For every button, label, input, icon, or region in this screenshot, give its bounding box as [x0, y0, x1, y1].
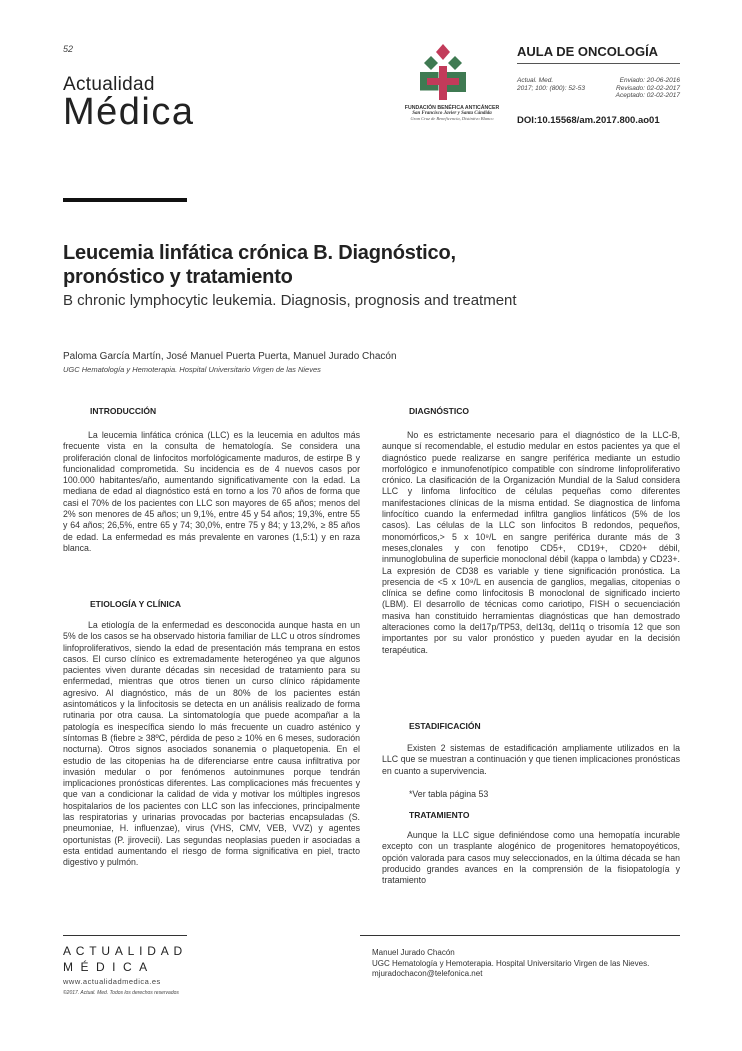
- date-accepted: Aceptado: 02-02-2017: [615, 92, 680, 99]
- article-title: Leucemia linfática crónica B. Diagnóstico, pronóstico y tratamiento: [63, 242, 456, 288]
- treatment-paragraph: Aunque la LLC sigue definiéndose como una hemopatía incurable excepto con un trasplante alogénico de progenitores hematopoyéticos, opción valorada para casos muy seleccionados, en la última década se han producido grandes avances en la comprensión de la fisiopatología y tratamiento: [382, 830, 680, 886]
- contact-affiliation: UGC Hematología y Hemoterapia. Hospital Universitario Virgen de las Nieves.: [372, 958, 650, 968]
- contact-name: Manuel Jurado Chacón: [372, 948, 455, 957]
- etiology-heading: ETIOLOGÍA Y CLÍNICA: [90, 599, 181, 609]
- treatment-heading: TRATAMIENTO: [409, 810, 470, 820]
- journal-brand-bottom: Médica: [63, 91, 195, 133]
- date-revised: Revisado: 02-02-2017: [616, 84, 680, 92]
- foundation-subtitle: San Francisco Javier y Santa Cándida: [412, 111, 492, 116]
- staging-heading: ESTADIFICACIÓN: [409, 721, 481, 731]
- foundation-caption: [392, 105, 512, 121]
- footer-divider-right: [360, 935, 680, 936]
- footer-copyright: ©2017. Actual. Med. Todos los derechos reservados: [63, 990, 179, 996]
- journal-ref-line2: 2017; 100: (800): 52-53: [517, 85, 585, 92]
- article-title-english: B chronic lymphocytic leukemia. Diagnosis, prognosis and treatment: [63, 292, 517, 309]
- table-reference: *Ver tabla página 53: [409, 789, 489, 799]
- title-accent-bar: [63, 198, 187, 202]
- affiliation: UGC Hematología y Hemoterapia. Hospital Universitario Virgen de las Nieves: [63, 365, 321, 374]
- diagnosis-paragraph: No es estrictamente necesario para el diagnóstico de la LLC-B, aunque sí recomendable, el estudio medular en estos pacientes ya que el diagnóstico puede realizarse en sangre periférica mediante un estudio morfológico e inmunofenotípico compatible con síndrome linfoproliferativo crónico. La clasificación de la Organización Mundial de la Salud considera LLC y linfoma linfocítico de células pequeñas como diferentes manifestaciones clínicas de la misma entidad. Se diagnostica de linfoma linfocítico cuando la enfermedad infiltra ganglios linfáticos (5% de los casos). Las células de la LLC son linfocitos B redondos, pequeños, monomórficos,> 5 x 10⁹/L en sangre periférica durante más de 3 meses,clonales y con fenotipo CD5+, CD19+, CD20+ débil, inmunoglobulina de superficie monoclonal débil (kappa o lambda) y CD23+. La expresión de CD38 es variable y tiene significación pronóstica. La presencia de <5 x 10⁹/L en ausencia de ganglios, megalias, citopenias o clínica se define como linfocitosis B monoclonal de significado incierto (LBM). El desarrollo de técnicas como cariotipo, FISH o secuenciación masiva han constituido herramientas diagnósticas que han demostrado alteraciones como la del17p/TP53, del13q, del11q o trisomía 12 que son importantes por su valor pronóstico y pueden ayudar en la decisión terapéutica.: [382, 430, 680, 655]
- page-number: 52: [63, 44, 74, 54]
- foundation-name: FUNDACIÓN BENÉFICA ANTICÁNCER: [404, 105, 500, 111]
- article-dates: [596, 77, 680, 100]
- journal-brand-top: Actualidad: [63, 74, 155, 95]
- footer-brand-line2: MÉDICA: [63, 960, 155, 974]
- section-divider: [517, 63, 680, 64]
- date-sent: Enviado: 20-06-2016: [619, 77, 680, 84]
- doi: DOI:10.15568/am.2017.800.ao01: [517, 115, 660, 126]
- corresponding-author: [372, 948, 649, 980]
- authors: Paloma García Martín, José Manuel Puerta Puerta, Manuel Jurado Chacón: [63, 351, 397, 362]
- etiology-paragraph: La etiología de la enfermedad es desconocida aunque hasta en un 5% de los casos se ha observado historia familiar de LLC u otros síndromes linfoproliferativos, siendo la edad de presentación más temprana en estos casos. El curso clínico es extremadamente heterogéneo ya que algunos pacientes viven durante décadas sin necesidad de tratamiento para su enfermedad, mientras que otros tienen un curso clínico rápidamente agresivo. Al diagnóstico, más de un 80% de los pacientes están asintomáticos y la linfocitosis se detecta en un análisis realizado de forma rutinaria por otra causa. La sintomatología que puede acompañar a la patología es inespecífica siendo lo más frecuente un cuadro asténico y síntomas B (fiebre ≥ 38ºC, pérdida de peso ≥ 10% en 6 meses, sudoración nocturna). Otros signos asociados sonanemia o plaquetopenia. En el estudio de las citopenias ha de diferenciarse entre causa infiltrativa por invasión medular o por fenómenos autoinmunes porque tendrán implicaciones pronósticas diferentes. Las complicaciones más frecuentes y que van a condicionar la calidad de vida y motivar los múltiples ingresos hospitalarios de los pacientes con LLC son las infecciones, principalmente las respiratorias y urinarias provocadas por bacterias encapsuladas (S. pneumoniae, H. influenzae), virus (VHS, CMV, VEB, VVZ) y agentes oportunistas (P. jirovecii). Las segundas neoplasias pueden ir asociadas a esta entidad aumentando el riesgo de forma significativa en piel, tracto digestivo y pulmón.: [63, 620, 360, 868]
- footer-brand-line1: ACTUALIDAD: [63, 944, 188, 958]
- foundation-cross-logo-icon: [417, 42, 469, 102]
- footer-divider-left: [63, 935, 187, 936]
- intro-paragraph: La leucemia linfática crónica (LLC) es la leucemia en adultos más frecuente vista en la consulta de hematología. Se considera una proliferación clonal de linfocitos morfológicamente maduros, de estirpe B y funcionalidad comprometida. Su incidencia es de 4 nuevos casos por 100.000 habitantes/año, aumentando significativamente con la edad. La mediana de edad al diagnóstico está en torno a los 70 años de forma que casi el 70% de los pacientes con LLC son mayores de 65 años; menos del 2% son menores de 45 años; un 9,1%, entre 45 y 54 años; 19,3%, entre 55 y 64 años; 26,5%, entre 65 y 74; 30,0%, entre 75 y 84; y 13,2%, ≥ 85 años de edad. La enfermedad es más prevalente en varones (1,5:1) y en raza blanca.: [63, 430, 360, 553]
- diagnosis-heading: DIAGNÓSTICO: [409, 406, 469, 416]
- journal-reference: [517, 77, 585, 93]
- section-title: AULA DE ONCOLOGÍA: [517, 44, 659, 59]
- foundation-note: Gran Cruz de Beneficencia, Distintivo Blanco: [410, 116, 494, 121]
- footer-url[interactable]: www.actualidadmedica.es: [63, 977, 161, 986]
- journal-ref-line1: Actual. Med.: [517, 77, 554, 84]
- staging-paragraph: Existen 2 sistemas de estadificación ampliamente utilizados en la LLC que se muestran a continuación y que tienen implicaciones pronósticas en cuanto a supervivencia.: [382, 743, 680, 776]
- intro-heading: INTRODUCCIÓN: [90, 406, 157, 416]
- contact-email[interactable]: mjuradochacon@telefonica.net: [372, 969, 483, 979]
